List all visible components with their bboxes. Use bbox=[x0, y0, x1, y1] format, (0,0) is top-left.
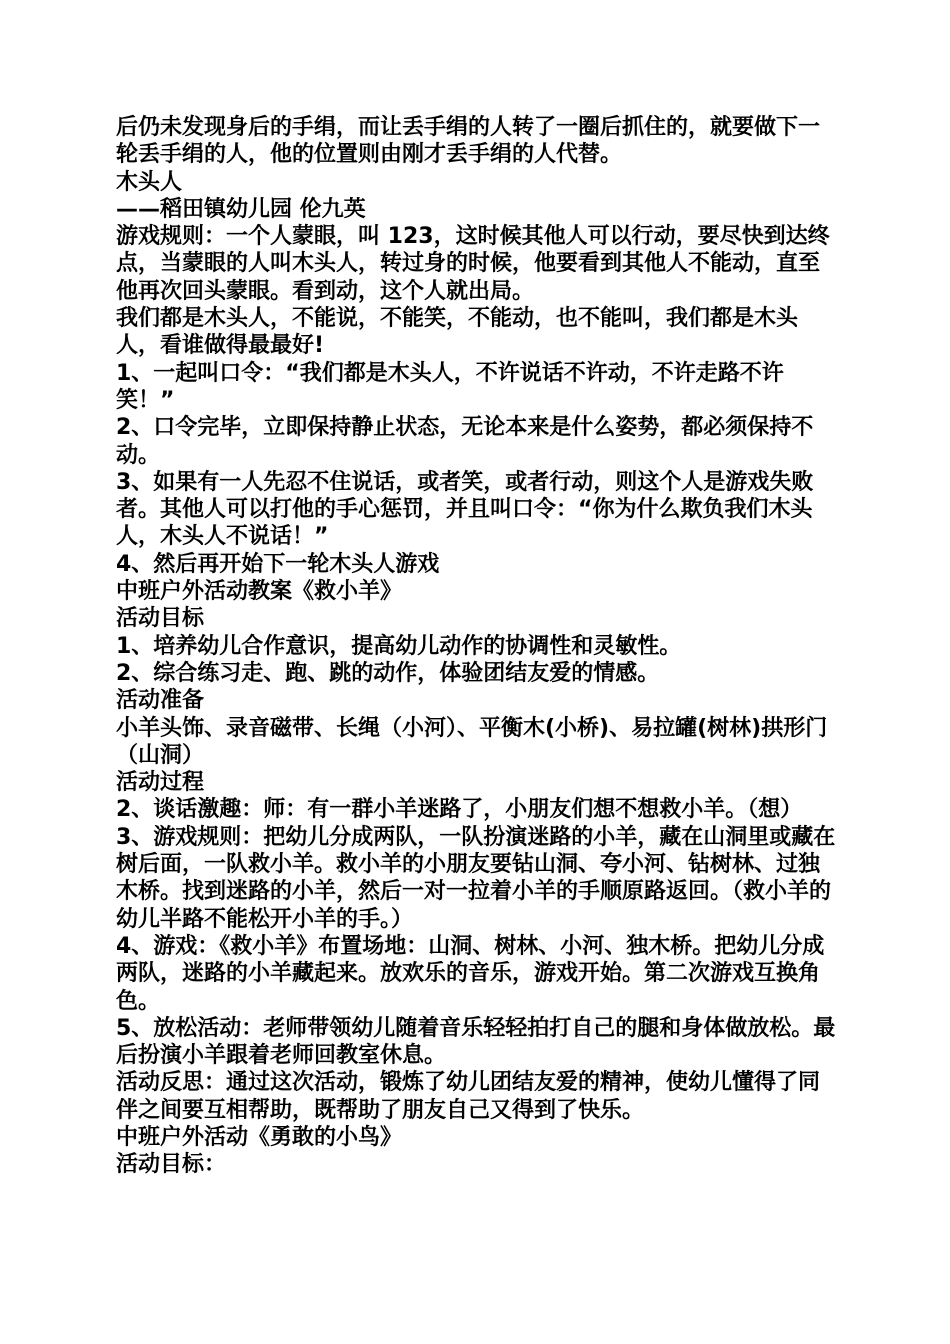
section-preparation: 活动准备 bbox=[116, 688, 205, 714]
goal-item-2: 2、综合练习走、跑、跳的动作，体验团结友爱的情感。 bbox=[116, 660, 660, 686]
section-goals-2: 活动目标： bbox=[116, 1152, 227, 1178]
process-item-2: 2、谈话激趣：师：有一群小羊迷路了，小朋友们想不想救小羊。（想） bbox=[116, 797, 803, 823]
rule-item-4: 4、然后再开始下一轮木头人游戏 bbox=[116, 551, 440, 577]
process-item-4: 4、游戏：《救小羊》布置场地：山洞、树林、小河、独木桥。把幼儿分成两队，迷路的小羊藏起来。放欢乐的音乐，游戏开始。第二次游戏互换角色。 bbox=[116, 933, 825, 1014]
paragraph-continuation: 后仍未发现身后的手绢，而让丢手绢的人转了一圈后抓住的，就要做下一轮丢手绢的人，他的位置则由刚才丢手绢的人代替。 bbox=[116, 115, 821, 168]
reflection: 活动反思：通过这次活动，锻炼了幼儿团结友爱的精神，使幼儿懂得了同伴之间要互相帮助，既帮助了朋友自己又得到了快乐。 bbox=[116, 1070, 821, 1123]
document-page bbox=[116, 114, 838, 1179]
rule-item-2: 2、口令完毕，立即保持静止状态，无论本来是什么姿势，都必须保持不动。 bbox=[116, 415, 814, 468]
heading-wooden-man: 木头人 bbox=[116, 169, 183, 195]
heading-brave-bird: 中班户外活动《勇敢的小鸟》 bbox=[116, 1124, 403, 1150]
paragraph-game-rules: 游戏规则：一个人蒙眼，叫 123，这时候其他人可以行动，要尽快到达终点，当蒙眼的人叫木头人，转过身的时候，他要看到其他人不能动，直至他再次回头蒙眼。看到动，这个人就出局。 bbox=[116, 224, 830, 304]
goal-item-1: 1、培养幼儿合作意识，提高幼儿动作的协调性和灵敏性。 bbox=[116, 633, 682, 659]
process-item-3: 3、游戏规则：把幼儿分成两队，一队扮演迷路的小羊，藏在山洞里或藏在树后面，一队救小羊。救小羊的小朋友要钻山洞、夸小河、钻树林、过独木桥。找到迷路的小羊，然后一对一拉着小羊的手顺原路返回。（救小羊的幼儿半路不能松开小羊的手。） bbox=[116, 824, 836, 932]
preparation-materials: 小羊头饰、录音磁带、长绳（小河）、平衡木(小桥)、易拉罐(树林)拱形门（山洞） bbox=[116, 715, 828, 768]
process-item-5: 5、放松活动：老师带领幼儿随着音乐轻轻拍打自己的腿和身体做放松。最后扮演小羊跟着老师回教室休息。 bbox=[116, 1015, 836, 1069]
rule-item-3: 3、如果有一人先忍不住说话，或者笑，或者行动，则这个人是游戏失败者。其他人可以打他的手心惩罚，并且叫口令：“你为什么欺负我们木头人，木头人不说话！” bbox=[116, 469, 814, 550]
section-goals: 活动目标 bbox=[116, 606, 205, 632]
rule-item-1: 1、一起叫口令：“我们都是木头人，不许说话不许动，不许走路不许笑！” bbox=[116, 360, 784, 413]
heading-save-lamb: 中班户外活动教案《救小羊》 bbox=[116, 579, 403, 605]
author-line: ——稻田镇幼儿园 伦九英 bbox=[116, 196, 366, 222]
section-process: 活动过程 bbox=[116, 770, 205, 796]
paragraph-chant: 我们都是木头人，不能说，不能笑，不能动，也不能叫，我们都是木头人，看谁做得最最好! bbox=[116, 306, 799, 359]
